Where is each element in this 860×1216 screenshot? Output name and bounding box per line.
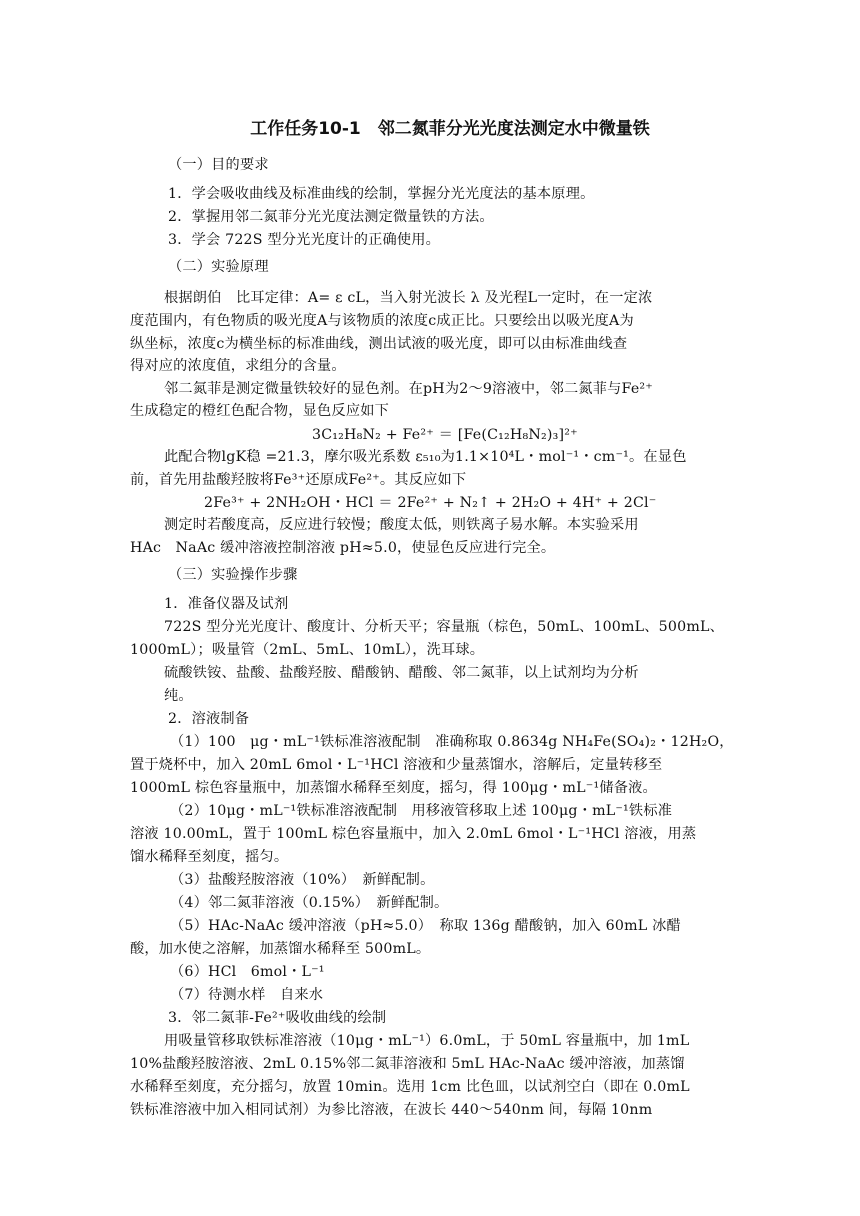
reaction-equation: 3C₁₂H₈N₂ + Fe²⁺ ＝ [Fe(C₁₂H₈N₂)₃]²⁺ [312,427,578,443]
section-heading-objectives: （一）目的要求 [168,157,269,173]
text-line: 1000mL）；吸量管（2mL、5mL、10mL），洗耳球。 [130,642,485,658]
reaction-equation: 2Fe³⁺ + 2NH₂OH・HCl ＝ 2Fe²⁺ + N₂↑ + 2H₂O + 4H⁺ + 2Cl⁻ [204,495,657,511]
text-line: 根据朗伯 比耳定律：A= ε cL，当入射光波长 λ 及光程L一定时，在一定浓 [164,290,653,306]
text-line: 1．准备仪器及试剂 [164,596,289,612]
text-line: 得对应的浓度值，求组分的含量。 [130,358,346,374]
text-line: （6）HCl 6mol・L⁻¹ [170,964,325,980]
text-line: （2）10μg・mL⁻¹铁标准溶液配制 用移液管移取上述 100μg・mL⁻¹铁标准 [170,803,673,819]
text-line: 此配合物lgK稳 =21.3，摩尔吸光系数 ε₅₁₀为1.1×10⁴L・mol⁻¹・cm⁻¹。在显色 [164,449,687,465]
text-line: （5）HAc-NaAc 缓冲溶液（pH≈5.0） 称取 136g 醋酸钠，加入 60mL 冰醋 [170,918,681,934]
text-line: 邻二氮菲是测定微量铁较好的显色剂。在pH为2～9溶液中，邻二氮菲与Fe²⁺ [164,381,653,397]
text-line: （7）待测水样 自来水 [170,987,324,1003]
text-line: 用吸量管移取铁标准溶液（10μg・mL⁻¹）6.0mL，于 50mL 容量瓶中，加 1mL [164,1033,690,1049]
text-line: 测定时若酸度高，反应进行较慢；酸度太低，则铁离子易水解。本实验采用 [164,517,639,533]
text-line: （4）邻二氮菲溶液（0.15%） 新鲜配制。 [170,895,449,911]
text-line: 3．学会 722S 型分光光度计的正确使用。 [168,232,441,248]
section-heading-principle: （二）实验原理 [168,259,269,275]
text-line: 溶液 10.00mL，置于 100mL 棕色容量瓶中，加入 2.0mL 6mol・L⁻¹HCl 溶液，用蒸 [130,826,697,842]
text-line: 1．学会吸收曲线及标准曲线的绘制，掌握分光光度法的基本原理。 [168,186,595,202]
text-line: （1）100 μg・mL⁻¹铁标准溶液配制 准确称取 0.8634g NH₄Fe(SO₄)₂・12H₂O， [170,734,734,750]
text-line: 水稀释至刻度，充分摇匀，放置 10min。选用 1cm 比色皿，以试剂空白（即在 0.0mL [130,1079,690,1095]
text-line: 酸，加水使之溶解，加蒸馏水稀释至 500mL。 [130,941,431,957]
text-line: 3．邻二氮菲-Fe²⁺吸收曲线的绘制 [168,1010,387,1026]
text-line: 硫酸铁铵、盐酸、盐酸羟胺、醋酸钠、醋酸、邻二氮菲，以上试剂均为分析 [164,665,639,681]
document-title: 工作任务10-1 邻二氮菲分光光度法测定水中微量铁 [250,119,650,139]
text-line: 馏水稀释至刻度，摇匀。 [130,849,289,865]
text-line: 1000mL 棕色容量瓶中，加蒸馏水稀释至刻度，摇匀，得 100μg・mL⁻¹储备液。 [130,780,657,796]
text-line: 2．溶液制备 [168,711,250,727]
text-line: 度范围内，有色物质的吸光度A与该物质的浓度c成正比。只要绘出以吸光度A为 [130,313,634,329]
text-line: 置于烧杯中，加入 20mL 6mol・L⁻¹HCl 溶液和少量蒸馏水，溶解后，定量转移至 [130,757,663,773]
text-line: HAc NaAc 缓冲溶液控制溶液 pH≈5.0，使显色反应进行完全。 [130,540,556,556]
text-line: 纵坐标，浓度c为横坐标的标准曲线，测出试液的吸光度，即可以由标准曲线查 [130,336,628,352]
text-line: 纯。 [164,688,193,704]
text-line: 10%盐酸羟胺溶液、2mL 0.15%邻二氮菲溶液和 5mL HAc-NaAc 缓冲溶液，加蒸馏 [130,1056,685,1072]
text-line: （3）盐酸羟胺溶液（10%） 新鲜配制。 [170,872,435,888]
text-line: 2．掌握用邻二氮菲分光光度法测定微量铁的方法。 [168,209,494,225]
section-heading-procedure: （三）实验操作步骤 [168,567,298,583]
text-line: 前，首先用盐酸羟胺将Fe³⁺还原成Fe²⁺。其反应如下 [130,472,467,488]
text-line: 铁标准溶液中加入相同试剂）为参比溶液，在波长 440～540nm 间，每隔 10nm [130,1102,653,1118]
text-line: 722S 型分光光度计、酸度计、分析天平；容量瓶（棕色，50mL、100mL、500mL、 [164,619,725,635]
text-line: 生成稳定的橙红色配合物，显色反应如下 [130,403,389,419]
